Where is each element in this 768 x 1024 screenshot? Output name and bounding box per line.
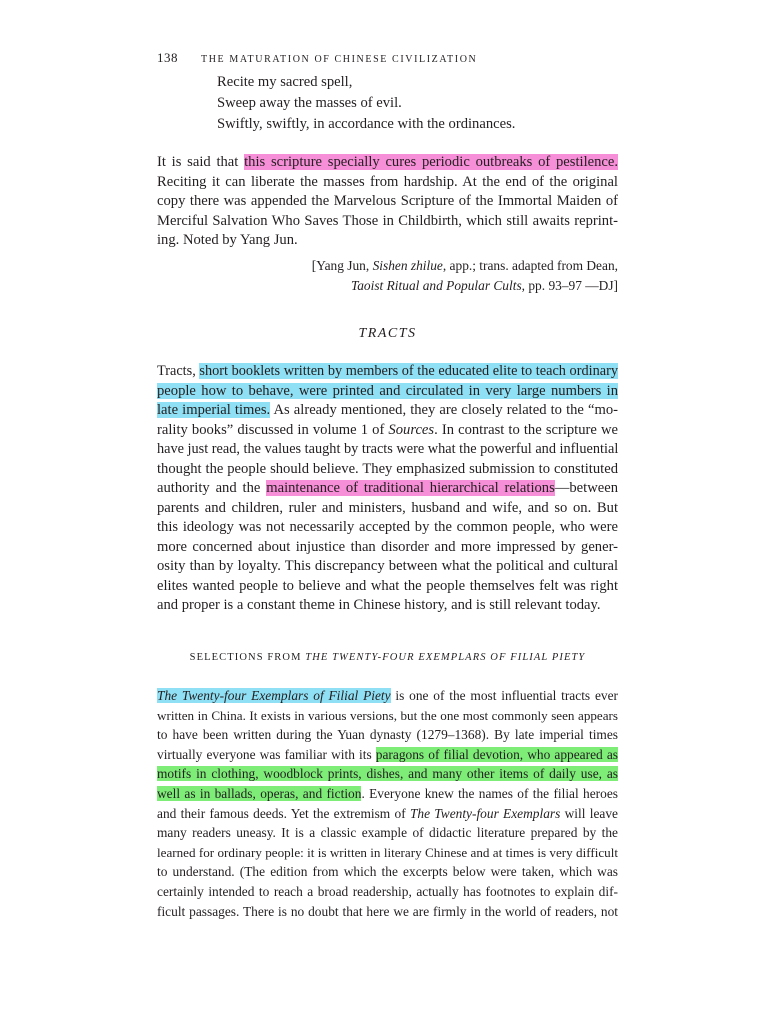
citation (157, 256, 618, 295)
highlight-green: paragons of filial devotion, who appeared as (375, 746, 618, 762)
text-line: learned for ordinary people: it is written in literary Chinese and at times is very difficult (157, 844, 618, 860)
selection-heading (157, 652, 618, 663)
text-line (157, 784, 618, 804)
text-line (157, 745, 618, 765)
citation-title: Sishen zhilue (372, 258, 443, 273)
verse-line: Recite my sacred spell, (217, 74, 353, 90)
highlight-pink: this scripture specially cures periodic outbreaks of pestilence. (244, 154, 619, 170)
text-span: , pp. 93–97 —DJ] (521, 277, 618, 293)
text-line: thought the people should believe. They emphasized submission to constituted (157, 460, 618, 477)
text-line (157, 686, 618, 706)
text-span: . In contrast to the scripture we (434, 421, 618, 438)
text-line (157, 804, 618, 824)
paragraph-tracts (157, 362, 618, 616)
text-span: . Everyone knew the names of the filial heroes (361, 785, 618, 801)
text-line: more concerned about injustice than disorder and more impressed by gener- (157, 538, 618, 555)
text-span: will leave (560, 805, 618, 821)
text-line (157, 153, 618, 173)
text-line: this ideology was not necessarily accepted by the common people, who were (157, 519, 618, 535)
highlight-blue: short booklets written by members of the educated elite to teach ordinary (199, 363, 618, 379)
highlight-green: well as in ballads, operas, and fiction (157, 785, 362, 801)
citation-line (157, 256, 618, 276)
text-span: , app.; trans. adapted from Dean, (442, 258, 618, 273)
text-line (157, 401, 618, 421)
text-line: have just read, the values taught by tracts were what the powerful and influential (157, 441, 619, 457)
text-line (157, 362, 618, 382)
text-span: SELECTIONS FROM (189, 652, 306, 663)
page-number: 138 (157, 50, 178, 65)
text-line: to have been written during the Yuan dynasty (1279–1368). By late imperial times (157, 727, 618, 743)
text-line (157, 479, 618, 499)
italic-title: Sources (388, 421, 435, 438)
text-line: elites wanted people to believe and what the people themselves felt was right (157, 577, 618, 594)
text-line: and proper is a constant theme in Chinese history, and is still relevant today. (157, 597, 601, 613)
verse-line: Sweep away the masses of evil. (217, 95, 402, 111)
text-span: —between (554, 480, 618, 496)
text-line: certainly intended to reach a broad readership, actually has footnotes to explain dif- (157, 883, 618, 899)
text-line (157, 421, 618, 441)
running-header (157, 50, 618, 68)
text-line: parents and children, ruler and ministers, husband and wife, and so on. But (157, 499, 618, 516)
highlight-blue: The Twenty-four Exemplars of Filial Piety (157, 688, 391, 703)
text-line: copy there was appended the Marvelous Scripture of the Immortal Maiden of (157, 193, 618, 209)
text-line: osity than by loyalty. This discrepancy between what the political and cultural (157, 558, 618, 574)
text-line: many readers uneasy. It is a classic example of didactic literature prepared by the (157, 825, 618, 841)
text-line: written in China. It exists in various versions, but the one most commonly seen appears (157, 707, 618, 723)
text-span: and their famous deeds. Yet the extremism of (157, 805, 410, 821)
text-span: rality books” discussed in volume 1 of (157, 421, 389, 438)
text-span: As already mentioned, they are closely related to the “mo- (270, 402, 618, 418)
citation-title: Taoist Ritual and Popular Cults (351, 277, 522, 293)
section-title: TRACTS (358, 326, 417, 341)
highlight-blue: people how to behave, were printed and circulated in very large numbers in (157, 382, 618, 399)
highlight-green: motifs in clothing, woodblock prints, dishes, and many other items of daily use, as (157, 766, 618, 782)
text-span: [Yang Jun, (311, 258, 373, 273)
italic-title: THE TWENTY-FOUR EXEMPLARS OF FILIAL PIETY (305, 652, 586, 663)
text-line (157, 764, 618, 784)
text-span: Tracts, (157, 363, 200, 379)
citation-line (157, 276, 618, 296)
text-span: virtually everyone was familiar with its (157, 746, 376, 762)
text-line: ficult passages. There is no doubt that here we are firmly in the world of readers, not (157, 903, 618, 919)
verse-line: Swiftly, swiftly, in accordance with the ordinances. (217, 116, 516, 132)
running-title: THE MATURATION OF CHINESE CIVILIZATION (201, 54, 478, 65)
verse-block (217, 72, 515, 135)
text-span: authority and the (157, 480, 267, 496)
text-span: is one of the most influential tracts ever (390, 688, 618, 703)
text-line: ing. Noted by Yang Jun. (157, 232, 298, 248)
highlight-pink: maintenance of traditional hierarchical relations (266, 480, 555, 496)
text-line: Merciful Salvation Who Saves Those in Childbirth, which still awaits reprint- (157, 212, 618, 229)
text-span: It is said that (157, 154, 245, 170)
text-line (157, 382, 618, 402)
paragraph-scripture-note (157, 153, 618, 251)
italic-title: The Twenty-four Exemplars (409, 805, 561, 821)
highlight-blue: late imperial times. (157, 402, 271, 418)
text-line: to understand. (The edition from which the excerpts below were taken, which was (157, 864, 618, 880)
text-line: Reciting it can liberate the masses from hardship. At the end of the original (157, 173, 618, 190)
paragraph-exemplars (157, 686, 618, 921)
